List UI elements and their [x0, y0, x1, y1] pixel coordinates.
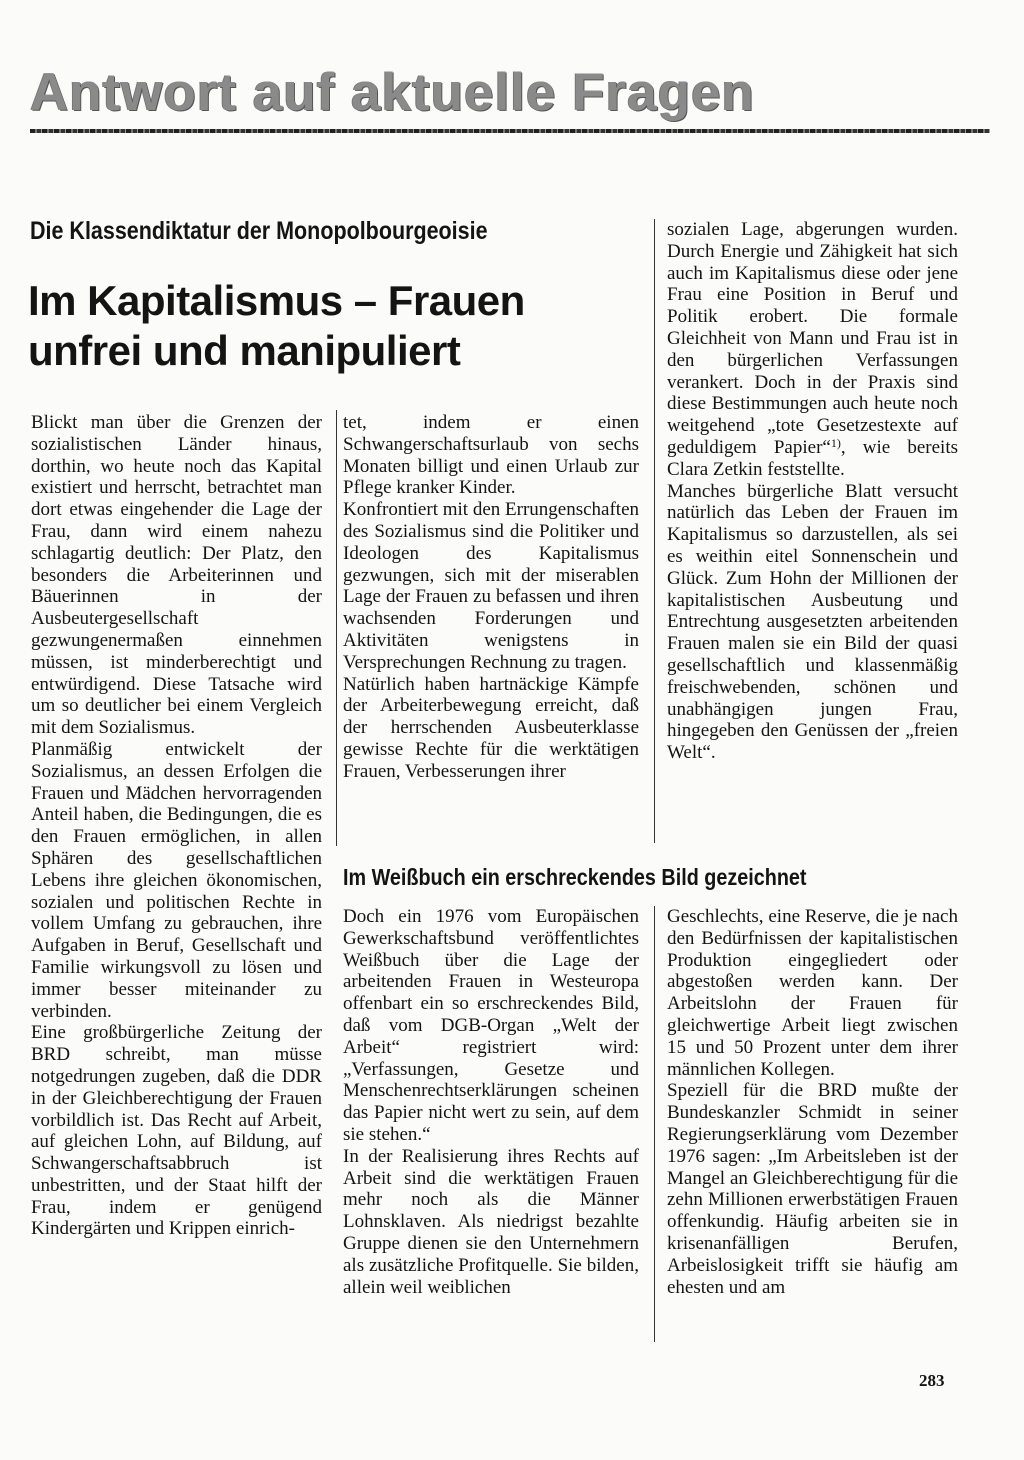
column-divider	[336, 410, 337, 846]
paragraph-text: sozialen Lage, abgerungen wurden. Durch Energie und Zähigkeit hat sich auch im Kapitalismus diese oder jene Frau eine Position in Beruf und Politik erobert. Die formale Gleichheit von Mann und Frau ist in den bürgerlichen Verfassungen verankert. Doch in der Praxis sind diese Bestimmungen auch heute noch weitgehend „tote Gesetzestexte auf geduldigem Papier“	[667, 219, 958, 458]
sub-heading: Im Weißbuch ein erschreckendes Bild gezeichnet	[343, 864, 807, 890]
paragraph: In der Realisierung ihres Rechts auf Arbeit sind die werktätigen Frauen mehr noch als die Männer Lohnsklaven. Als niedrigst bezahlte Gruppe dienen sie den Unternehmern als zusätzliche Profitquelle. Sie bilden, allein weil weiblichen	[343, 1145, 639, 1298]
text-column-4	[343, 906, 639, 1342]
paragraph: Natürlich haben hartnäckige Kämpfe der Arbeiterbewegung erreicht, daß der herrschenden Ausbeuterklasse gewisse Rechte für die werktätigen Frauen, Verbesserungen ihrer	[343, 673, 639, 782]
footnote-reference: 1)	[830, 435, 841, 450]
paragraph: Speziell für die BRD mußte der Bundeskanzler Schmidt in seiner Regierungserklärung vom Dezember 1976 sagen: „Im Arbeitsleben ist der Mangel an Gleichberechtigung für die zehn Millionen erwerbstätigen Frauen offenkundig. Häufig arbeiten sie in krisenanfälligen Berufen, Arbeislosigkeit trifft sie häufig am ehesten und am	[667, 1080, 958, 1298]
paragraph: Geschlechts, eine Reserve, die je nach den Bedürfnissen der kapitalistischen Produktion eingegliedert oder abgestoßen werden kann. Der Arbeitslohn der Frauen für gleichwertige Arbeit liegt zwischen 15 und 50 Prozent unter dem ihrer männlichen Kollegen.	[667, 906, 958, 1080]
paragraph-text: , wie bereits Clara Zetkin feststellte.	[667, 436, 958, 480]
article-kicker: Die Klassendiktatur der Monopolbourgeoisie	[30, 217, 488, 245]
paragraph: Planmäßig entwickelt der Sozialismus, an dessen Erfolgen die Frauen und Mädchen hervorragenden Anteil haben, die Bedingungen, die es den Frauen ermöglichen, in allen Sphären des gesellschaftlichen Lebens ihre gleichen ökonomischen, sozialen und politischen Rechte in vollem Umfang zu gebrauchen, ihre Aufgaben in Beruf, Gesellschaft und Familie wirkungsvoll zu lösen und immer besser miteinander zu verbinden.	[31, 738, 322, 1022]
column-divider	[654, 906, 655, 1342]
text-column-1	[31, 412, 322, 1362]
page-number: 283	[919, 1371, 945, 1390]
section-heading: Antwort auf aktuelle Fragen	[30, 63, 755, 122]
column-divider	[654, 219, 655, 843]
paragraph: tet, indem er einen Schwangerschaftsurlaub von sechs Monaten billigt und einen Urlaub zur Pflege kranker Kinder.	[343, 412, 639, 499]
paragraph: Eine großbürgerliche Zeitung der BRD schreibt, man müsse notgedrungen zugeben, daß die DDR in der Gleichberechtigung der Frauen vorbildlich ist. Das Recht auf Arbeit, auf gleichen Lohn, auf Bildung, auf Schwangerschaftsabbruch ist unbestritten, und der Staat hilft der Frau, indem er genügend Kindergärten und Krippen einrich-	[31, 1022, 322, 1240]
text-column-3	[667, 219, 958, 849]
paragraph: Doch ein 1976 vom Europäischen Gewerkschaftsbund veröffentlichtes Weißbuch über die Lage der arbeitenden Frauen in Westeuropa offenbart ein so erschreckendes Bild, daß vom DGB-Organ „Welt der Arbeit“ registriert wird: „Verfassungen, Gesetze und Menschenrechtserklärungen scheinen das Papier nicht wert zu sein, auf dem sie stehen.“	[343, 906, 639, 1145]
text-column-2	[343, 412, 639, 840]
paragraph: Manches bürgerliche Blatt versucht natürlich das Leben der Frauen im Kapitalismus so darzustellen, als sei es weithin eitel Sonnenschein und Glück. Zum Hohn der Millionen der kapitalistischen Ausbeutung und Entrechtung ausgesetzten arbeitenden Frauen malen sie ein Bild der quasi gesellschaftlich und klassenmäßig freischwebenden, schönen und unabhängigen jungen Frau, hingegeben den Genüssen der „freien Welt“.	[667, 480, 958, 764]
heading-rule	[30, 129, 990, 133]
paragraph	[667, 219, 958, 481]
article-headline	[28, 276, 628, 376]
paragraph: Blickt man über die Grenzen der sozialistischen Länder hinaus, dorthin, wo heute noch das Kapital existiert und herrscht, betrachtet man dort etwas eingehender die Lage der Frau, dann wird einem nahezu schlagartig deutlich: Der Platz, den besonders die Arbeiterinnen und Bäuerinnen in der Ausbeutergesellschaft gezwungenermaßen einnehmen müssen, ist minderberechtigt und entwürdigend. Diese Tatsache wird um so deutlicher bei einem Vergleich mit dem Sozialismus.	[31, 412, 322, 739]
text-column-5	[667, 906, 958, 1358]
headline-line-2: unfrei und manipuliert	[28, 327, 461, 374]
headline-line-1: Im Kapitalismus – Frauen	[28, 277, 525, 324]
paragraph: Konfrontiert mit den Errungenschaften des Sozialismus sind die Politiker und Ideologen des Kapitalismus gezwungen, sich mit der miserablen Lage der Frauen zu befassen und ihren wachsenden Forderungen und Aktivitäten wenigstens in Versprechungen Rechnung zu tragen.	[343, 499, 639, 673]
